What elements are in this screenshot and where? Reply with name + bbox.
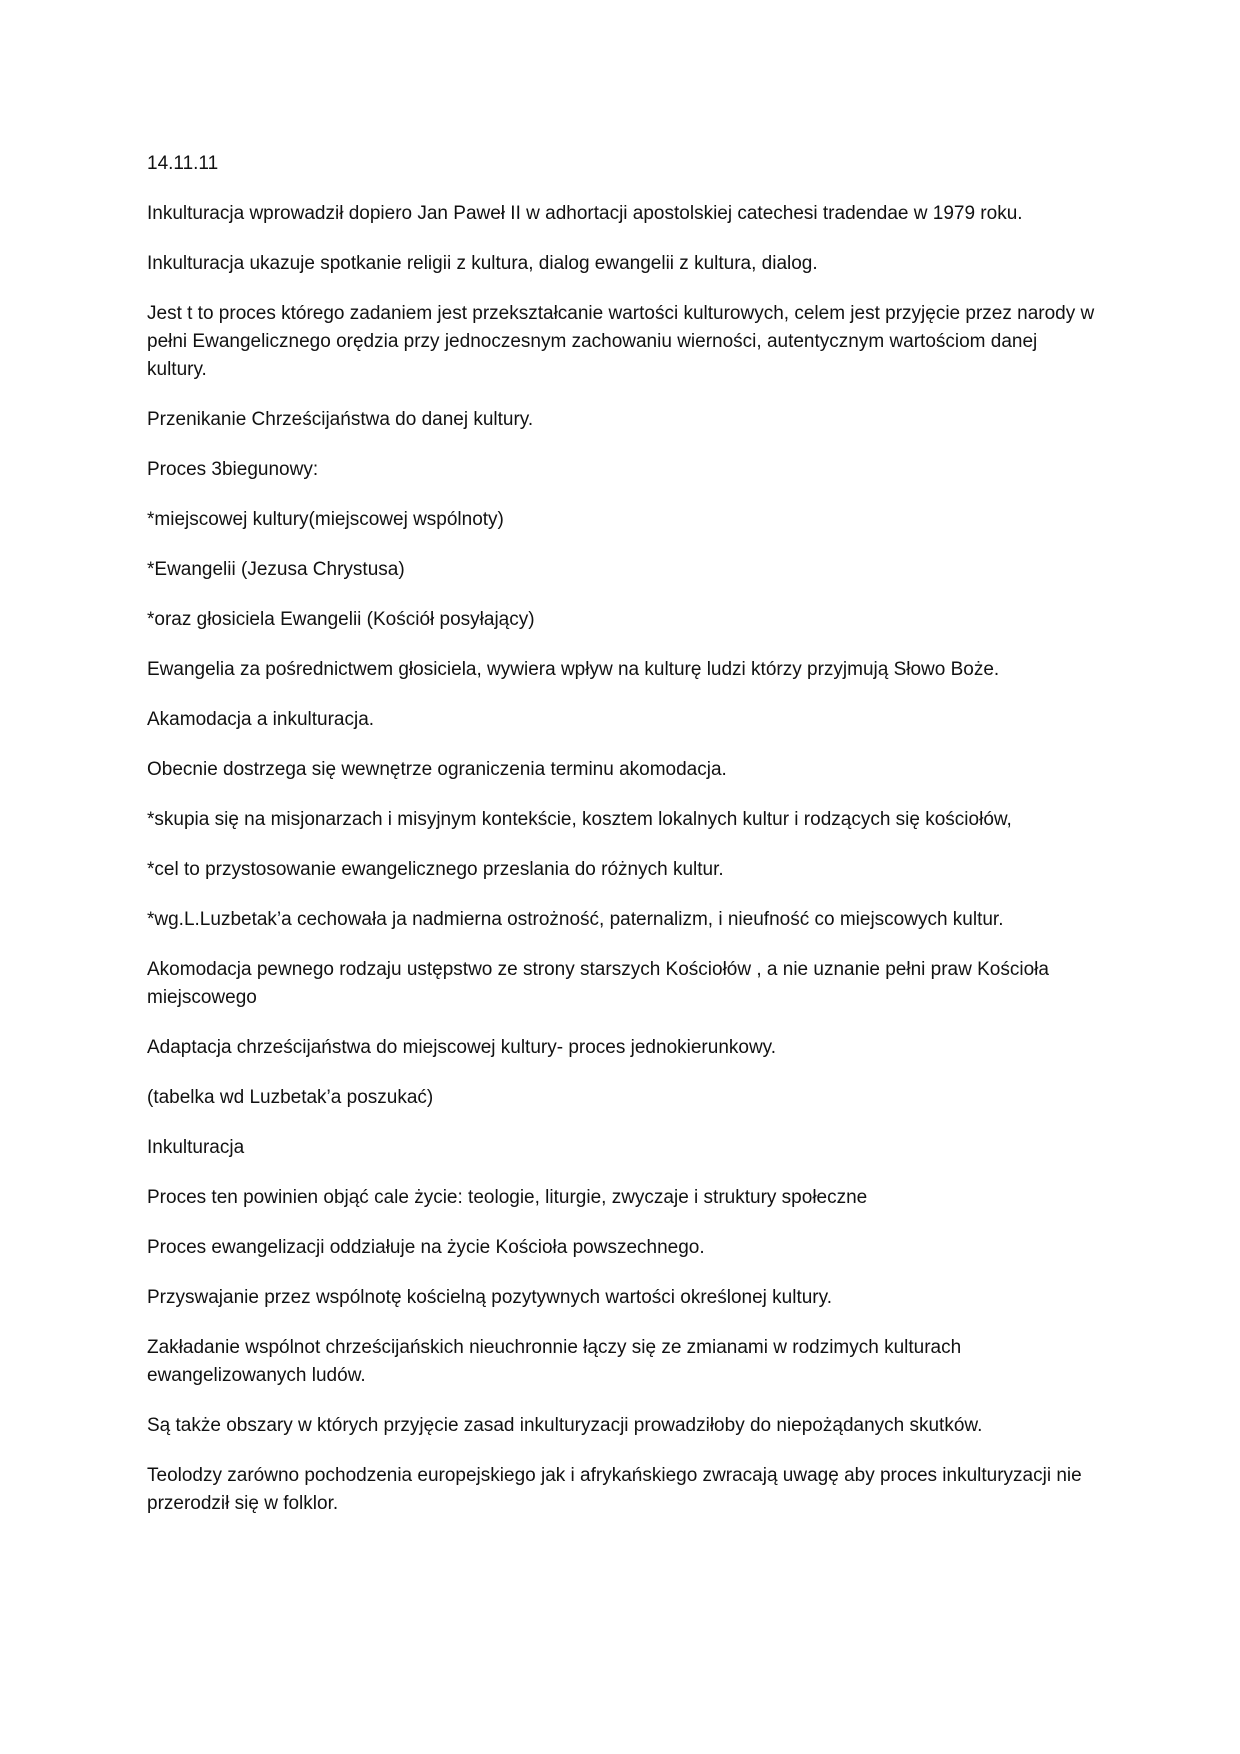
document-date: 14.11.11: [147, 153, 219, 174]
bullet-item: *wg.L.Luzbetak’a cechowała ja nadmierna ostrożność, paternalizm, i nieufność co miejscowych kultur.: [147, 909, 1004, 930]
paragraph: Akomodacja pewnego rodzaju ustępstwo ze strony starszych Kościołów , a nie uznanie pełni praw Kościoła miejscowego: [147, 959, 1049, 1008]
paragraph: Ewangelia za pośrednictwem głosiciela, wywiera wpływ na kulturę ludzi którzy przyjmują Słowo Boże.: [147, 659, 1000, 680]
bullet-item: *Ewangelii (Jezusa Chrystusa): [147, 559, 405, 580]
paragraph: Inkulturacja wprowadził dopiero Jan Paweł II w adhortacji apostolskiej catechesi tradendae w 1979 roku.: [147, 203, 1023, 224]
paragraph: (tabelka wd Luzbetak’a poszukać): [147, 1087, 434, 1108]
paragraph: Przenikanie Chrześcijaństwa do danej kultury.: [147, 409, 534, 430]
bullet-item: *skupia się na misjonarzach i misyjnym kontekście, kosztem lokalnych kultur i rodzących się kościołów,: [147, 809, 1012, 830]
paragraph: Proces ten powinien objąć cale życie: teologie, liturgie, zwyczaje i struktury społeczne: [147, 1187, 868, 1208]
paragraph: Proces ewangelizacji oddziałuje na życie Kościoła powszechnego.: [147, 1237, 705, 1258]
bullet-item: *cel to przystosowanie ewangelicznego przeslania do różnych kultur.: [147, 859, 724, 880]
paragraph: Proces 3biegunowy:: [147, 459, 319, 480]
bullet-item: *miejscowej kultury(miejscowej wspólnoty): [147, 509, 504, 530]
paragraph: Zakładanie wspólnot chrześcijańskich nieuchronnie łączy się ze zmianami w rodzimych kulturach ewangelizowanych ludów.: [147, 1337, 962, 1386]
paragraph: Adaptacja chrześcijaństwa do miejscowej kultury- proces jednokierunkowy.: [147, 1037, 777, 1058]
paragraph: Jest t to proces którego zadaniem jest przekształcanie wartości kulturowych, celem jest przyjęcie przez narody w pełni Ewangelicznego orędzia przy jednoczesnym zachowaniu wierności, autentycznym wartościom danej kultury.: [147, 303, 1095, 380]
bullet-item: *oraz głosiciela Ewangelii (Kościół posyłający): [147, 609, 535, 630]
section-heading: Inkulturacja: [147, 1137, 245, 1158]
paragraph: Przyswajanie przez wspólnotę kościelną pozytywnych wartości określonej kultury.: [147, 1287, 832, 1308]
paragraph: Teolodzy zarówno pochodzenia europejskiego jak i afrykańskiego zwracają uwagę aby proces inkulturyzacji nie przerodził się w folklor.: [147, 1465, 1082, 1514]
paragraph: Obecnie dostrzega się wewnętrze ograniczenia terminu akomodacja.: [147, 759, 727, 780]
paragraph: Inkulturacja ukazuje spotkanie religii z kultura, dialog ewangelii z kultura, dialog.: [147, 253, 818, 274]
document-body: [147, 150, 1097, 1540]
paragraph: Akamodacja a inkulturacja.: [147, 709, 375, 730]
paragraph: Są także obszary w których przyjęcie zasad inkulturyzacji prowadziłoby do niepożądanych skutków.: [147, 1415, 983, 1436]
